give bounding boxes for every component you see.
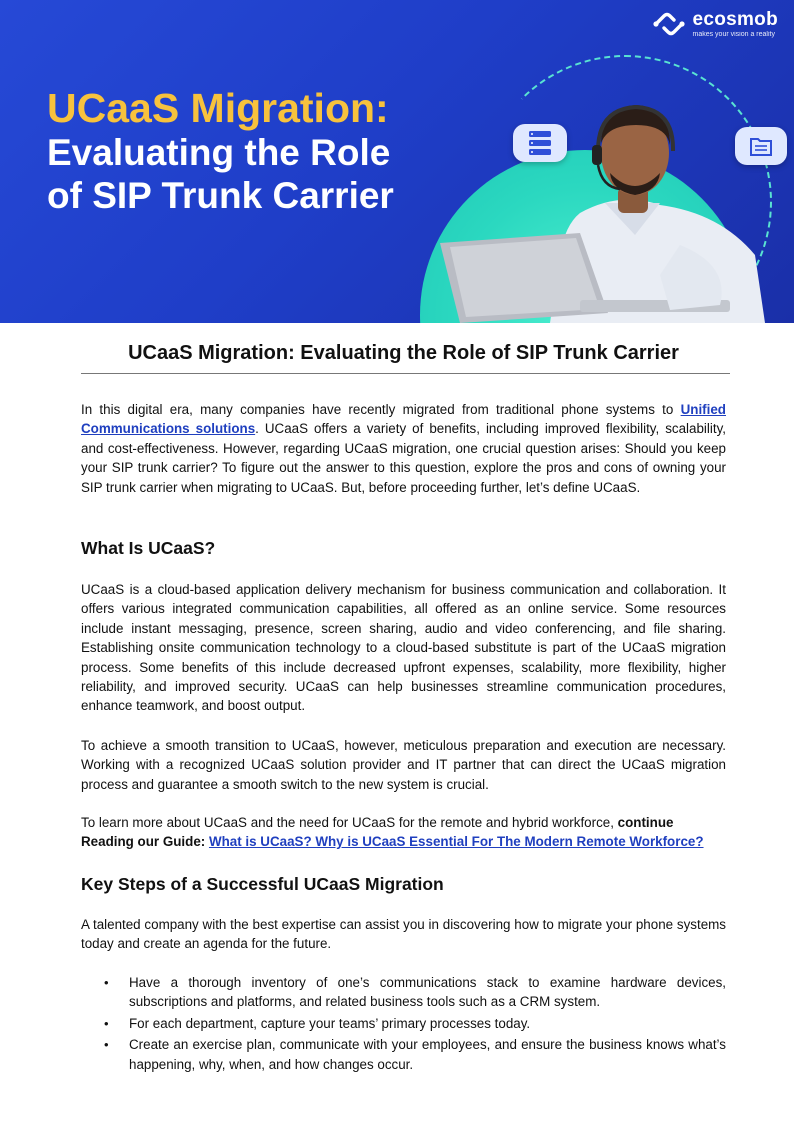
bullet-icon: •	[104, 1015, 109, 1031]
key-steps-list	[81, 973, 726, 1076]
intro-text-start: In this digital era, many companies have recently migrated from traditional phone systems to	[81, 402, 681, 417]
unified-communications-link[interactable]: Unified Communications solutions	[81, 402, 726, 437]
title-divider	[81, 373, 730, 374]
bullet-icon: •	[104, 1037, 109, 1053]
what-is-ucaas-paragraph-2: To achieve a smooth transition to UCaaS, however, meticulous preparation and execution are necessary. Working with a recognized UCaaS solution provider and IT partner that can direct the UCaaS migration process and guarantee a smooth switch to the new system is crucial.	[81, 738, 726, 792]
key-steps-heading: Key Steps of a Successful UCaaS Migration	[81, 874, 444, 894]
logo-name: ecosmob	[692, 9, 778, 30]
hero-title-line2: Evaluating the Role	[47, 132, 391, 173]
learn-more-bold: continue Reading our Guide:	[81, 815, 674, 850]
ucaas-guide-link[interactable]: What is UCaaS? Why is UCaaS Essential For The Modern Remote Workforce?	[208, 834, 704, 850]
server-bubble	[513, 124, 567, 162]
list-item-text: Have a thorough inventory of one’s communications stack to examine hardware devices, subscriptions and platforms, and related business tools such as a CRM system.	[129, 975, 726, 1010]
agent-with-laptop-illustration	[430, 95, 780, 323]
list-item	[81, 973, 726, 1012]
intro-paragraph	[81, 400, 726, 497]
list-item	[81, 1014, 726, 1033]
logo-tagline: makes your vision a reality	[692, 31, 775, 38]
ecosmob-logo-icon	[652, 10, 686, 38]
folder-icon	[735, 127, 787, 165]
article	[81, 340, 726, 1072]
learn-more-paragraph	[81, 813, 726, 852]
hero-banner	[0, 0, 794, 323]
hero-title-line1: UCaaS Migration:	[47, 85, 389, 131]
what-is-ucaas-paragraph-1: UCaaS is a cloud-based application delivery mechanism for business communication and collaboration. It offers various integrated communication capabilities, all offered as an online service. Some resources include instant messaging, presence, screen sharing, audio and video conferencing, and file sharing. Establishing onsite communication technology to a cloud-based substitute is part of the UCaaS migration process. Some benefits of this include decreased upfront expenses, scalability, more flexibility, higher reliability, and improved security. UCaaS can help businesses streamline communication procedures, enhance teamwork, and boost output.	[81, 582, 726, 714]
key-steps-paragraph: A talented company with the best expertise can assist you in discovering how to migrate your phone systems today and create an agenda for the future.	[81, 917, 726, 952]
what-is-ucaas-heading: What Is UCaaS?	[81, 538, 216, 558]
learn-more-text: To learn more about UCaaS and the need for UCaaS for the remote and hybrid workforce,	[81, 815, 618, 830]
server-icon	[513, 124, 567, 162]
folder-bubble	[735, 127, 787, 165]
list-item	[81, 1035, 726, 1074]
hero-title-line3: of SIP Trunk Carrier	[47, 175, 394, 216]
article-title: UCaaS Migration: Evaluating the Role of SIP Trunk Carrier	[128, 342, 679, 364]
list-item-text: For each department, capture your teams’ primary processes today.	[129, 1015, 531, 1031]
hero-title	[47, 86, 394, 216]
ecosmob-logo[interactable]	[652, 10, 778, 38]
bullet-icon: •	[104, 975, 109, 990]
intro-text-end: . UCaaS offers a variety of benefits, including improved flexibility, scalability, and cost-effectiveness. However, regarding UCaaS migration, one crucial question arises: Should you keep your SIP trunk carrier? To figure out the answer to this question, explore the pros and cons of owning your SIP trunk carrier when migrating to UCaaS. But, before proceeding further, let’s define UCaaS.	[81, 421, 726, 495]
list-item-text: Create an exercise plan, communicate with your employees, and ensure the business knows what’s happening, why, when, and how changes occur.	[129, 1037, 726, 1072]
